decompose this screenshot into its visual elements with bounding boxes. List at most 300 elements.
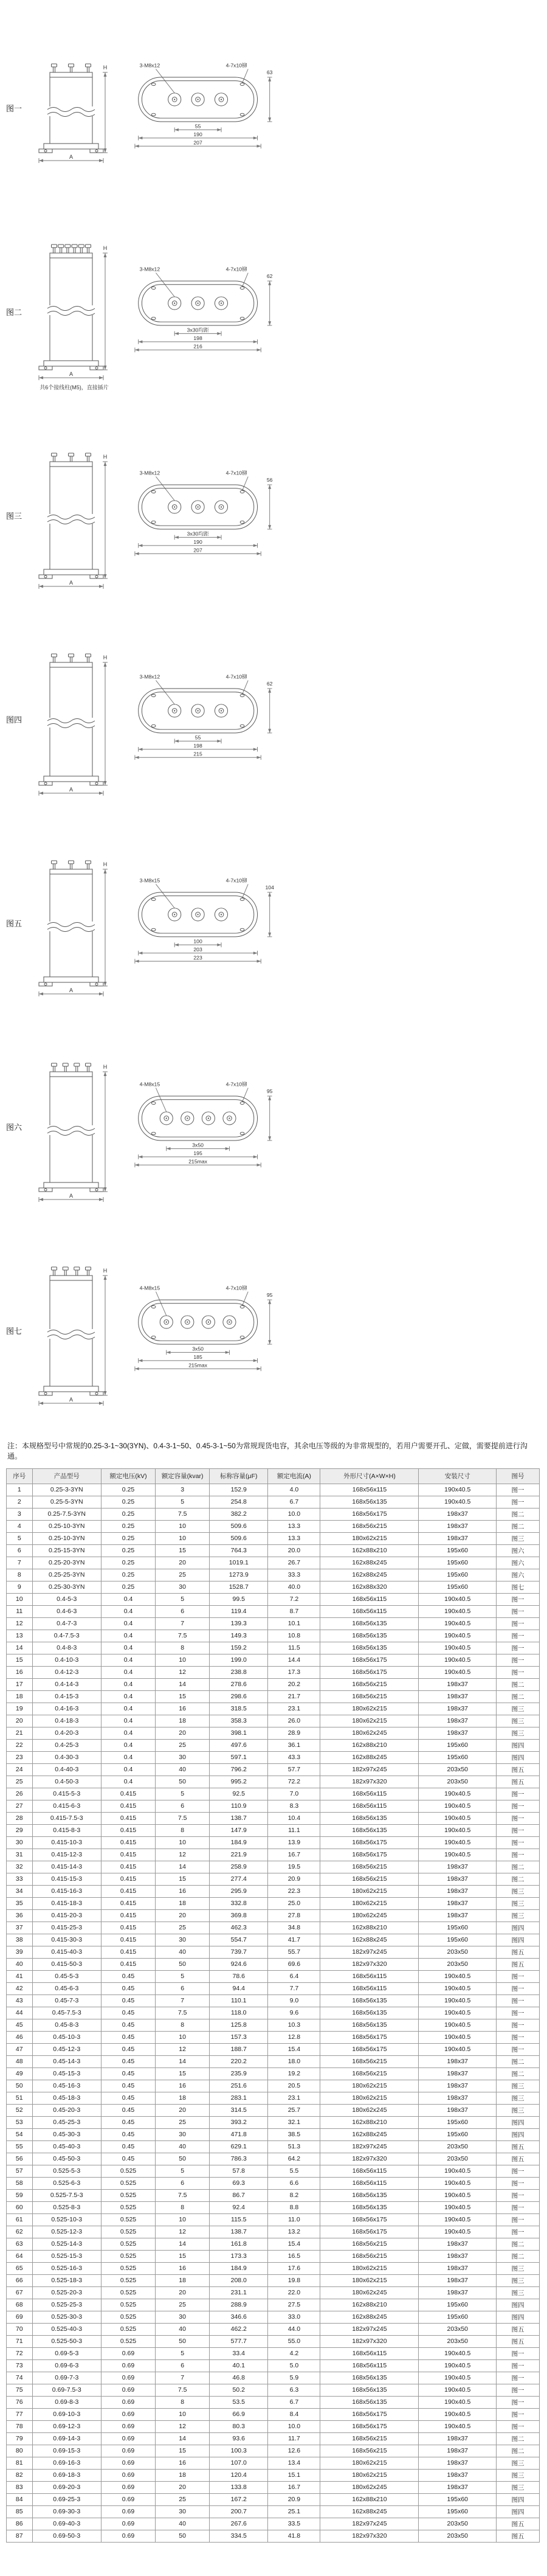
table-cell: 图六: [497, 1544, 540, 1557]
table-cell: 168x56x175: [320, 1654, 419, 1666]
table-cell: 18.0: [268, 2055, 320, 2067]
table-cell: 1528.7: [210, 1581, 268, 1593]
table-cell: 30: [156, 2505, 210, 2518]
table-row: [7, 1715, 540, 1727]
table-cell: 79: [7, 2432, 33, 2445]
table-cell: 54: [7, 2128, 33, 2140]
table-cell: 41.7: [268, 1934, 320, 1946]
table-cell: 18: [156, 2469, 210, 2481]
table-cell: 68: [7, 2299, 33, 2311]
table-row: [7, 1812, 540, 1824]
table-cell: 203x50: [419, 1776, 497, 1788]
table-cell: 0.525-7.5-3: [32, 2189, 101, 2201]
table-cell: 0.69-6-3: [32, 2359, 101, 2372]
table-cell: 0.69-7-3: [32, 2372, 101, 2384]
table-row: [7, 2432, 540, 2445]
table-cell: 图四: [497, 2128, 540, 2140]
table-cell: 63: [7, 2238, 33, 2250]
table-cell: 3: [7, 1508, 33, 1520]
dimension-label: 207: [193, 139, 202, 146]
table-cell: 0.69-10-3: [32, 2408, 101, 2420]
table-cell: 168x56x115: [320, 2177, 419, 2189]
table-cell: 70: [7, 2323, 33, 2335]
table-cell: 40: [156, 1946, 210, 1958]
table-cell: 168x56x135: [320, 1617, 419, 1630]
table-cell: 0.69: [101, 2518, 155, 2530]
table-cell: 190x40.5: [419, 1812, 497, 1824]
table-cell: 26.0: [268, 1715, 320, 1727]
table-cell: 50: [156, 1776, 210, 1788]
table-cell: 55: [7, 2140, 33, 2153]
table-row: [7, 1885, 540, 1897]
bolt-spec-label: 4-M8x15: [139, 1285, 160, 1291]
table-cell: 25: [156, 2493, 210, 2505]
table-cell: 382.2: [210, 1508, 268, 1520]
table-cell: 图五: [497, 2140, 540, 2153]
table-cell: 203x50: [419, 1763, 497, 1776]
table-cell: 107.0: [210, 2457, 268, 2469]
table-cell: 21: [7, 1727, 33, 1739]
table-cell: 0.415-14-3: [32, 1861, 101, 1873]
table-cell: 147.9: [210, 1824, 268, 1836]
table-cell: 162x88x210: [320, 1922, 419, 1934]
table-cell: 44: [7, 2007, 33, 2019]
table-cell: 10: [156, 2031, 210, 2043]
table-cell: 198x37: [419, 1520, 497, 1532]
figure-block-fig5: [6, 821, 541, 1025]
table-cell: 6.4: [268, 1970, 320, 1982]
table-cell: 13: [7, 1630, 33, 1642]
table-cell: 0.415: [101, 1922, 155, 1934]
table-row: [7, 2299, 540, 2311]
table-cell: 195x60: [419, 1544, 497, 1557]
table-cell: 82: [7, 2469, 33, 2481]
table-cell: 10.8: [268, 1630, 320, 1642]
table-cell: 0.525: [101, 2299, 155, 2311]
table-cell: 20: [156, 2104, 210, 2116]
dimension-label: 62: [266, 273, 273, 280]
table-row: [7, 1897, 540, 1909]
table-cell: 162x88x320: [320, 1581, 419, 1593]
table-header-row: [7, 1468, 540, 1484]
table-cell: 15.4: [268, 2043, 320, 2055]
table-cell: 168x56x135: [320, 1812, 419, 1824]
table-cell: 0.4: [101, 1605, 155, 1617]
table-cell: 64.2: [268, 2153, 320, 2165]
table-cell: 37: [7, 1922, 33, 1934]
table-cell: 0.45: [101, 2128, 155, 2140]
table-cell: 168x56x175: [320, 1666, 419, 1678]
table-cell: 125.8: [210, 2019, 268, 2031]
table-cell: 0.45-50-3: [32, 2153, 101, 2165]
table-row: [7, 2055, 540, 2067]
table-cell: 195x60: [419, 2493, 497, 2505]
table-row: [7, 2128, 540, 2140]
table-cell: 168x56x115: [320, 1788, 419, 1800]
table-cell: 72.2: [268, 1776, 320, 1788]
table-cell: 0.525: [101, 2262, 155, 2274]
table-cell: 34: [7, 1885, 33, 1897]
table-cell: 0.525: [101, 2274, 155, 2286]
table-cell: 0.69: [101, 2396, 155, 2408]
table-cell: 168x56x115: [320, 1605, 419, 1617]
table-cell: 173.3: [210, 2250, 268, 2262]
table-row: [7, 2530, 540, 2542]
table-cell: 190x40.5: [419, 2043, 497, 2055]
table-cell: 0.415-40-3: [32, 1946, 101, 1958]
rivet-spec-label: 4-7x10铆: [225, 62, 247, 69]
figure-number-label: 图三: [6, 512, 22, 521]
table-cell: 0.4-16-3: [32, 1703, 101, 1715]
table-cell: 195x60: [419, 1922, 497, 1934]
table-cell: 0.4: [101, 1751, 155, 1763]
table-cell: 190x40.5: [419, 1982, 497, 1994]
table-cell: 9.0: [268, 1994, 320, 2007]
table-cell: 120.4: [210, 2469, 268, 2481]
dimension-label: 3x50: [192, 1142, 204, 1148]
table-cell: 180x62x245: [320, 2481, 419, 2493]
table-cell: 0.69: [101, 2530, 155, 2542]
table-cell: 254.8: [210, 1496, 268, 1508]
dimension-label: 100: [193, 938, 202, 945]
table-cell: 0.415: [101, 1812, 155, 1824]
dimension-label: 62: [266, 681, 273, 687]
table-cell: 277.4: [210, 1873, 268, 1885]
table-cell: 0.4-8-3: [32, 1642, 101, 1654]
table-cell: 198x37: [419, 1678, 497, 1690]
table-cell: 0.45-18-3: [32, 2092, 101, 2104]
table-cell: 168x56x115: [320, 2347, 419, 2359]
table-cell: 0.525: [101, 2335, 155, 2347]
table-cell: 46.8: [210, 2372, 268, 2384]
table-cell: 84: [7, 2493, 33, 2505]
dimension-label: 195: [193, 1150, 202, 1156]
table-cell: 80.3: [210, 2420, 268, 2432]
table-cell: 168x56x175: [320, 1849, 419, 1861]
table-cell: 162x88x245: [320, 1569, 419, 1581]
table-cell: 100.3: [210, 2445, 268, 2457]
bolt-spec-label: 3-M8x12: [139, 673, 160, 680]
table-cell: 39: [7, 1946, 33, 1958]
table-row: [7, 2250, 540, 2262]
table-cell: 图一: [497, 1666, 540, 1678]
table-cell: 57.7: [268, 1763, 320, 1776]
table-cell: 162x88x210: [320, 1739, 419, 1751]
table-cell: 190x40.5: [419, 2347, 497, 2359]
table-cell: 203x50: [419, 1946, 497, 1958]
dimension-label: 55: [194, 734, 201, 741]
table-row: [7, 1861, 540, 1873]
table-row: [7, 1909, 540, 1922]
table-cell: 图一: [497, 2359, 540, 2372]
table-cell: 图三: [497, 1897, 540, 1909]
table-cell: 0.45: [101, 2031, 155, 2043]
table-cell: 93.6: [210, 2432, 268, 2445]
table-cell: 190x40.5: [419, 2189, 497, 2201]
table-row: [7, 2226, 540, 2238]
table-cell: 180x62x215: [320, 2457, 419, 2469]
table-cell: 图一: [497, 2007, 540, 2019]
table-cell: 0.45: [101, 2080, 155, 2092]
table-cell: 198x37: [419, 1885, 497, 1897]
table-cell: 图二: [497, 2067, 540, 2080]
table-cell: 180x62x215: [320, 1885, 419, 1897]
table-cell: 52: [7, 2104, 33, 2116]
table-cell: 图六: [497, 1557, 540, 1569]
table-cell: 16: [156, 1885, 210, 1897]
table-cell: 180x62x215: [320, 1897, 419, 1909]
table-cell: 162x88x245: [320, 2311, 419, 2323]
table-cell: 图一: [497, 1970, 540, 1982]
table-cell: 图一: [497, 1617, 540, 1630]
table-cell: 10: [156, 2408, 210, 2420]
dimension-label: 215max: [188, 1362, 207, 1369]
table-cell: 9.6: [268, 2007, 320, 2019]
table-cell: 图一: [497, 2019, 540, 2031]
table-row: [7, 1994, 540, 2007]
table-cell: 57: [7, 2165, 33, 2177]
table-cell: 195x60: [419, 2311, 497, 2323]
table-cell: 0.4: [101, 1666, 155, 1678]
table-row: [7, 1557, 540, 1569]
table-row: [7, 2104, 540, 2116]
table-cell: 0.4: [101, 1690, 155, 1703]
table-cell: 12.6: [268, 2445, 320, 2457]
table-cell: 图五: [497, 2335, 540, 2347]
table-cell: 168x56x215: [320, 1873, 419, 1885]
table-cell: 190x40.5: [419, 2384, 497, 2396]
table-cell: 16: [156, 1703, 210, 1715]
table-cell: 0.45-10-3: [32, 2031, 101, 2043]
table-cell: 图三: [497, 2080, 540, 2092]
table-cell: 0.4-25-3: [32, 1739, 101, 1751]
table-cell: 26: [7, 1788, 33, 1800]
rivet-spec-label: 4-7x10铆: [225, 877, 247, 884]
table-cell: 0.69: [101, 2420, 155, 2432]
table-cell: 168x56x115: [320, 1970, 419, 1982]
table-cell: 0.25: [101, 1544, 155, 1557]
figure-block-fig6: [6, 1025, 541, 1229]
table-cell: 168x56x215: [320, 2445, 419, 2457]
table-cell: 图一: [497, 2043, 540, 2055]
table-cell: 180x62x215: [320, 1703, 419, 1715]
table-row: [7, 1873, 540, 1885]
table-cell: 168x56x175: [320, 1508, 419, 1520]
table-cell: 10: [156, 1654, 210, 1666]
table-cell: 0.45-16-3: [32, 2080, 101, 2092]
table-row: [7, 2311, 540, 2323]
dimension-label: 223: [193, 954, 202, 961]
table-cell: 图一: [497, 1812, 540, 1824]
table-row: [7, 1958, 540, 1970]
table-cell: 0.69: [101, 2445, 155, 2457]
table-cell: 0.4-30-3: [32, 1751, 101, 1763]
table-cell: 40: [156, 2140, 210, 2153]
table-cell: 346.6: [210, 2311, 268, 2323]
table-cell: 57.8: [210, 2165, 268, 2177]
table-cell: 25: [156, 1569, 210, 1581]
table-cell: 36.1: [268, 1739, 320, 1751]
dimension-label: A: [69, 154, 74, 160]
table-cell: 49: [7, 2067, 33, 2080]
table-row: [7, 2116, 540, 2128]
table-cell: 25: [156, 1922, 210, 1934]
table-row: [7, 2043, 540, 2055]
table-cell: 162x88x210: [320, 2116, 419, 2128]
table-cell: 10.0: [268, 1508, 320, 1520]
table-cell: 149.3: [210, 1630, 268, 1642]
table-cell: 168x56x135: [320, 1496, 419, 1508]
table-row: [7, 1642, 540, 1654]
table-cell: 168x56x175: [320, 2408, 419, 2420]
table-cell: 图一: [497, 1982, 540, 1994]
figure-front-view: [35, 52, 114, 164]
table-cell: 0.415-16-3: [32, 1885, 101, 1897]
table-row: [7, 1970, 540, 1982]
table-cell: 30: [156, 2311, 210, 2323]
front-view-container: [28, 441, 120, 590]
table-cell: 77: [7, 2408, 33, 2420]
table-cell: 6: [156, 2177, 210, 2189]
table-cell: 7.5: [156, 2007, 210, 2019]
table-row: [7, 2335, 540, 2347]
footnote: 注：本规格型号中常规的0.25-3-1~30(3YN)、0.4-3-1~50、0.45-3-1~50为常规现货电容，其余电压等级的为非常规型的，若用户需要开孔、定做，需要提前进行沟通。: [7, 1442, 528, 1461]
table-cell: 298.6: [210, 1690, 268, 1703]
dimension-label: H: [103, 245, 108, 251]
table-cell: 图一: [497, 1836, 540, 1849]
table-cell: 180x62x245: [320, 1727, 419, 1739]
table-cell: 图三: [497, 1715, 540, 1727]
table-cell: 图一: [497, 2031, 540, 2043]
table-row: [7, 2408, 540, 2420]
table-cell: 251.6: [210, 2080, 268, 2092]
table-cell: 0.45-14-3: [32, 2055, 101, 2067]
table-cell: 6.7: [268, 1496, 320, 1508]
table-cell: 图五: [497, 1763, 540, 1776]
table-cell: 11.7: [268, 2432, 320, 2445]
table-cell: 0.69-12-3: [32, 2420, 101, 2432]
table-cell: 0.25: [101, 1581, 155, 1593]
table-cell: 30: [156, 1751, 210, 1763]
table-row: [7, 1666, 540, 1678]
table-cell: 995.2: [210, 1776, 268, 1788]
table-cell: 38: [7, 1934, 33, 1946]
table-cell: 0.525: [101, 2238, 155, 2250]
table-cell: 0.25: [101, 1484, 155, 1496]
table-cell: 195x60: [419, 1581, 497, 1593]
figure-number-label: 图一: [6, 104, 22, 113]
table-cell: 198x37: [419, 1861, 497, 1873]
table-cell: 图一: [497, 1605, 540, 1617]
table-cell: 199.0: [210, 1654, 268, 1666]
table-cell: 0.25-10-3YN: [32, 1532, 101, 1544]
figure-drawings: [6, 6, 541, 1432]
table-cell: 0.25-3-3YN: [32, 1484, 101, 1496]
table-cell: 118.0: [210, 2007, 268, 2019]
table-cell: 4: [7, 1520, 33, 1532]
table-cell: 85: [7, 2505, 33, 2518]
figure-top-view: [134, 265, 280, 356]
table-cell: 195x60: [419, 1557, 497, 1569]
table-cell: 16.7: [268, 2481, 320, 2493]
table-cell: 26.7: [268, 1557, 320, 1569]
table-cell: 200.7: [210, 2505, 268, 2518]
table-cell: 198x37: [419, 1690, 497, 1703]
table-cell: 0.69: [101, 2493, 155, 2505]
table-row: [7, 2201, 540, 2213]
column-header: 额定容量(kvar): [156, 1468, 210, 1484]
table-cell: 图二: [497, 2238, 540, 2250]
table-cell: 0.525: [101, 2226, 155, 2238]
table-cell: 图一: [497, 1788, 540, 1800]
table-row: [7, 1617, 540, 1630]
table-cell: 2: [7, 1496, 33, 1508]
dimension-label: A: [69, 786, 74, 793]
table-cell: 图三: [497, 2274, 540, 2286]
table-cell: 50: [7, 2080, 33, 2092]
table-row: [7, 1946, 540, 1958]
table-cell: 162x88x210: [320, 2299, 419, 2311]
table-row: [7, 1727, 540, 1739]
table-cell: 190x40.5: [419, 2007, 497, 2019]
table-cell: 7: [7, 1557, 33, 1569]
table-cell: 图三: [497, 1727, 540, 1739]
table-cell: 图一: [497, 2384, 540, 2396]
table-cell: 73: [7, 2359, 33, 2372]
table-cell: 0.4: [101, 1678, 155, 1690]
table-cell: 0.25-25-3YN: [32, 1569, 101, 1581]
table-cell: 0.25: [101, 1532, 155, 1544]
table-cell: 图三: [497, 2457, 540, 2469]
table-cell: 182x97x245: [320, 2323, 419, 2335]
bolt-spec-label: 3-M8x15: [139, 877, 160, 884]
table-cell: 0.4-50-3: [32, 1776, 101, 1788]
table-cell: 51: [7, 2092, 33, 2104]
table-cell: 12: [156, 1666, 210, 1678]
table-cell: 182x97x320: [320, 2153, 419, 2165]
table-cell: 182x97x320: [320, 1958, 419, 1970]
table-cell: 139.3: [210, 1617, 268, 1630]
table-cell: 168x56x135: [320, 2189, 419, 2201]
table-cell: 0.525: [101, 2323, 155, 2335]
table-cell: 16: [156, 2457, 210, 2469]
table-row: [7, 1544, 540, 1557]
table-cell: 15: [156, 1544, 210, 1557]
table-cell: 0.525: [101, 2189, 155, 2201]
top-view-container: [134, 61, 280, 155]
top-view-container: [134, 265, 280, 359]
table-cell: 5: [156, 2165, 210, 2177]
column-header: 产品型号: [32, 1468, 101, 1484]
table-cell: 190x40.5: [419, 2177, 497, 2189]
table-cell: 0.69: [101, 2457, 155, 2469]
column-header: 标称容量(μF): [210, 1468, 268, 1484]
table-cell: 0.4: [101, 1776, 155, 1788]
table-cell: 0.525: [101, 2250, 155, 2262]
table-cell: 图一: [497, 2372, 540, 2384]
bolt-spec-label: 4-M8x15: [139, 1081, 160, 1088]
table-cell: 0.25: [101, 1557, 155, 1569]
table-cell: 0.4: [101, 1715, 155, 1727]
figure-block-fig1: [6, 6, 541, 210]
table-cell: 203x50: [419, 2335, 497, 2347]
table-cell: 5: [156, 1788, 210, 1800]
dimension-label: 215: [193, 751, 202, 757]
table-cell: 30: [7, 1836, 33, 1849]
table-cell: 65: [7, 2262, 33, 2274]
table-cell: 195x60: [419, 2128, 497, 2140]
table-cell: 0.45: [101, 2067, 155, 2080]
